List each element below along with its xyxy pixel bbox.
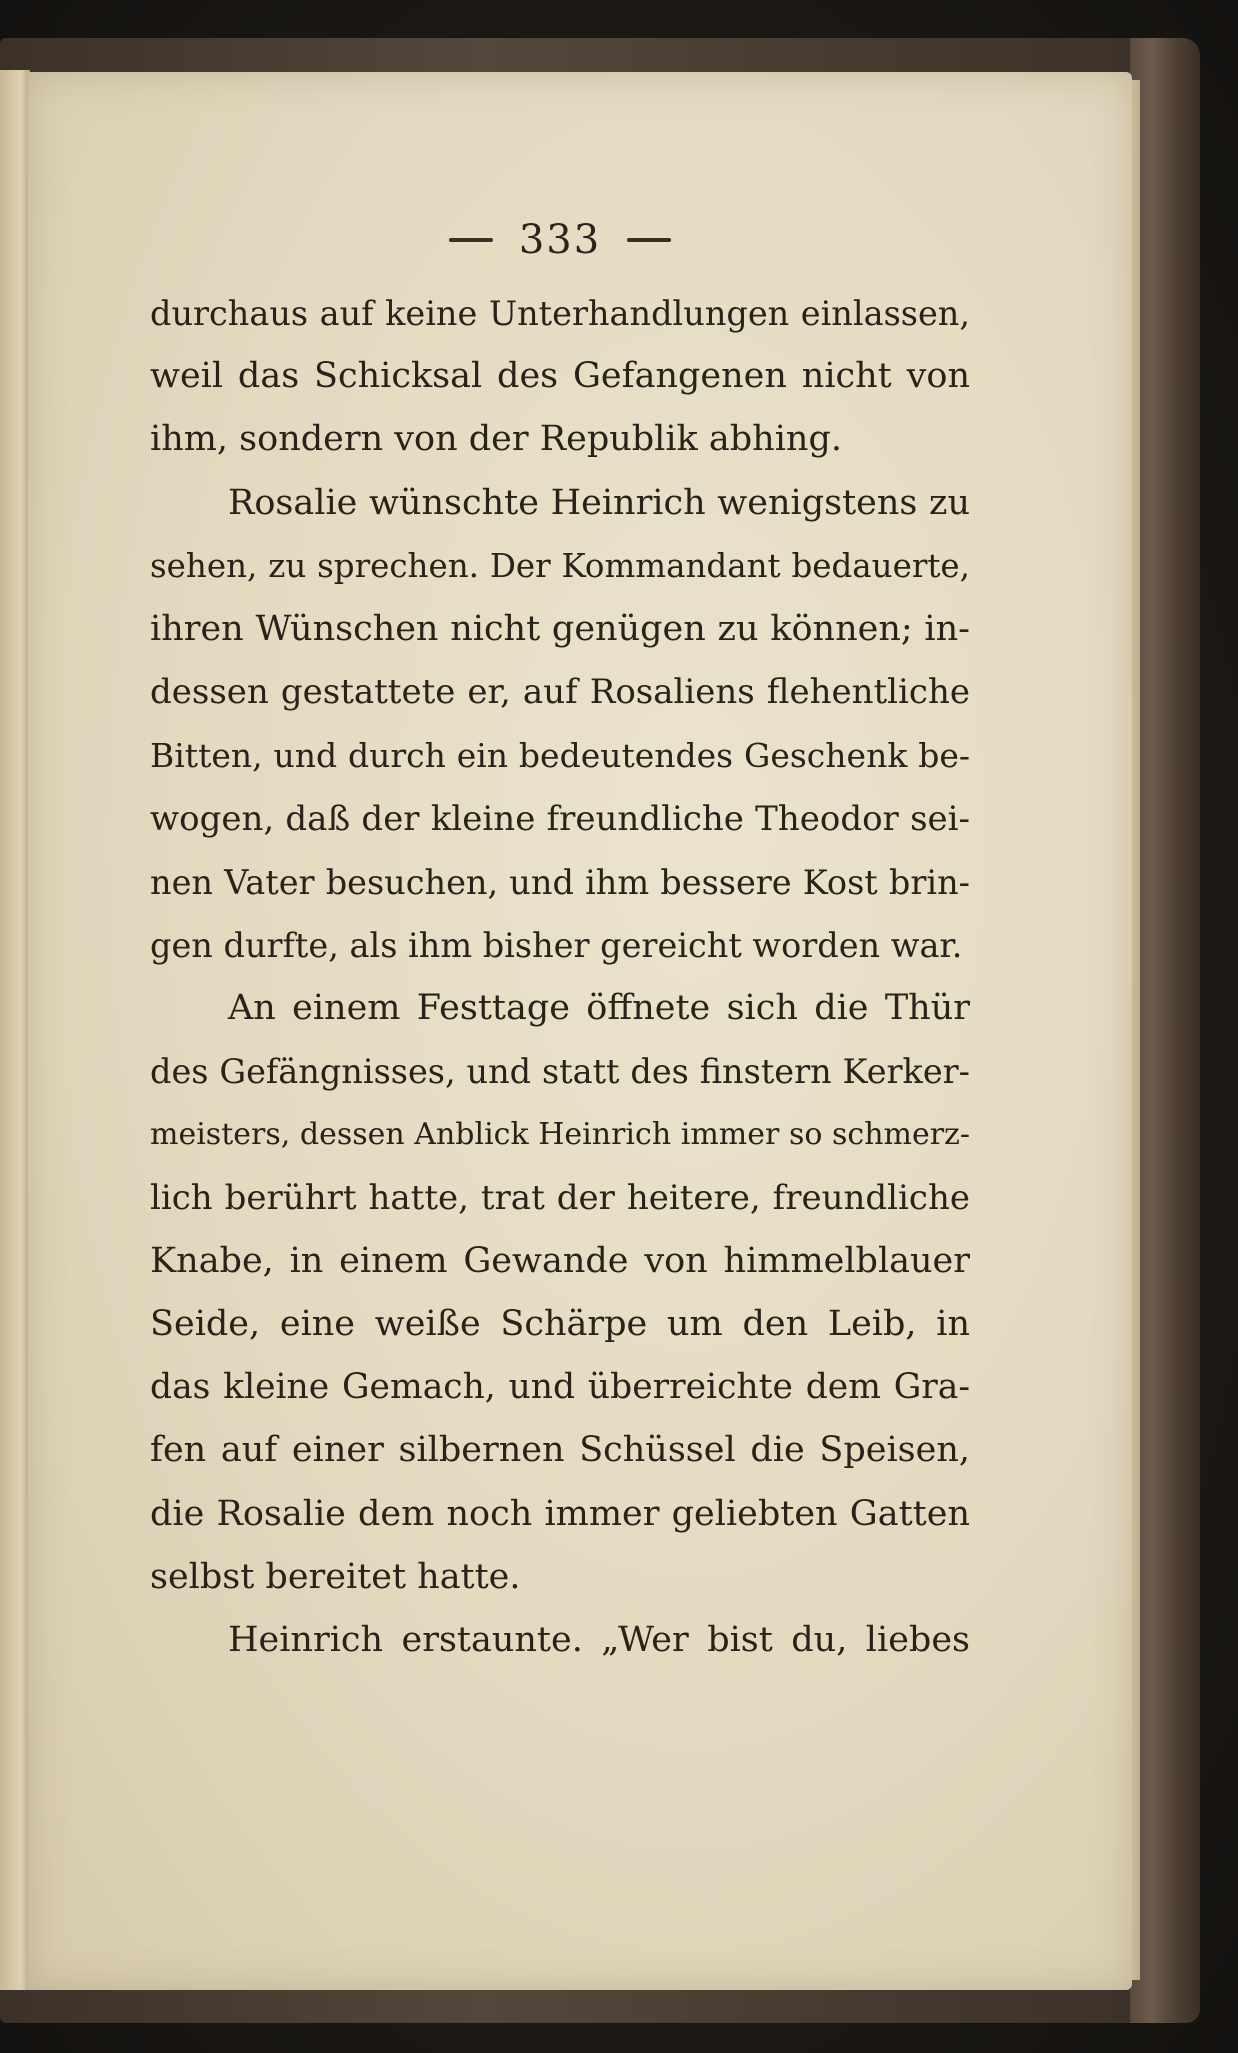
text-line: weil das Schicksal des Gefangenen nicht von (150, 356, 970, 397)
page-number: 333 (518, 217, 602, 263)
text-line: das kleine Gemach, und überreichte dem Gra- (150, 1367, 970, 1408)
text-line: selbst bereitet hatte. (150, 1556, 521, 1597)
text-line: ihm, sondern von der Republik abhing. (150, 419, 842, 460)
text-line: wogen, daß der kleine freundliche Theodor sei- (150, 798, 970, 839)
text-line: des Gefängnisses, und statt des finstern Kerker- (150, 1052, 970, 1092)
text-line: gen durfte, als ihm bisher gereicht worden war. (150, 925, 963, 965)
text-line: An einem Festtage öffnete sich die Thür (228, 988, 970, 1029)
text-line: Rosalie wünschte Heinrich wenigstens zu (228, 482, 970, 523)
text-line: sehen, zu sprechen. Der Kommandant bedauerte, (150, 546, 970, 585)
text-line: die Rosalie dem noch immer geliebten Gatten (150, 1493, 970, 1534)
book-spine (1130, 38, 1200, 2023)
text-line: lich berührt hatte, trat der heitere, freundliche (150, 1177, 970, 1218)
header-dash-left (449, 238, 493, 242)
text-line: Heinrich erstaunte. „Wer bist du, liebes (228, 1619, 970, 1660)
page-text (150, 282, 970, 1672)
text-line: meisters, dessen Anblick Heinrich immer so schmerz- (150, 1117, 970, 1153)
text-line: fen auf einer silbernen Schüssel die Speisen, (150, 1430, 970, 1471)
text-line: nen Vater besuchen, und ihm bessere Kost brin- (150, 862, 970, 902)
header-dash-right (627, 238, 671, 242)
page-header (420, 210, 700, 270)
text-line: durchaus auf keine Unterhandlungen einlassen, (150, 294, 970, 333)
text-line: dessen gestattete er, auf Rosaliens flehentliche (150, 672, 970, 713)
left-page-edge (0, 70, 30, 1990)
text-line: Seide, eine weiße Schärpe um den Leib, in (150, 1304, 970, 1344)
text-line: Knabe, in einem Gewande von himmelblauer (150, 1240, 970, 1281)
text-line: Bitten, und durch ein bedeutendes Geschenk be- (150, 736, 970, 776)
text-line: ihren Wünschen nicht genügen zu können; in- (150, 608, 970, 649)
